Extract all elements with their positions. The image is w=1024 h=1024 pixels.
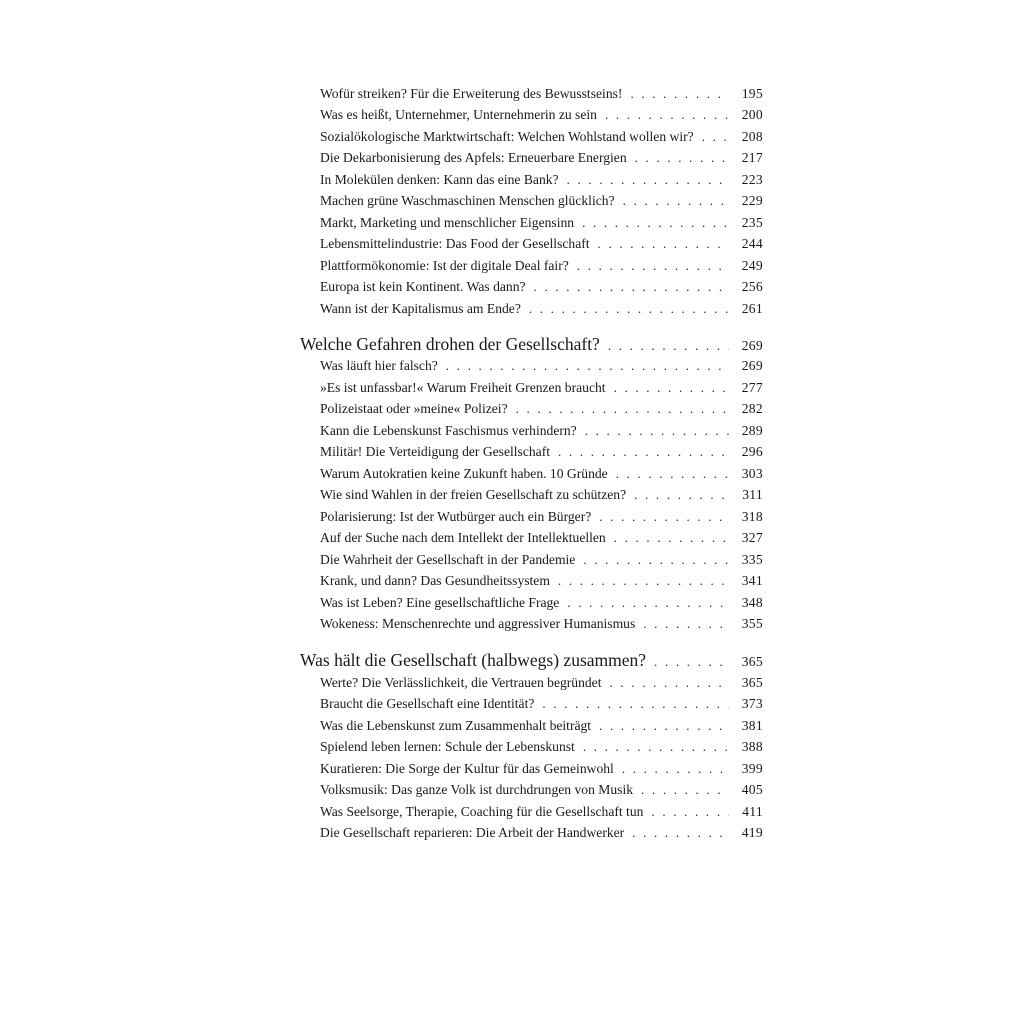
- toc-entry-page: 411: [742, 804, 763, 819]
- toc-entry-page: 355: [741, 616, 763, 631]
- dot-leader: [623, 193, 729, 209]
- dot-leader: [582, 215, 729, 231]
- toc-entry-title: Sozialökologische Marktwirtschaft: Welchen Wohlstand wollen wir?: [320, 129, 694, 144]
- toc-entry: [320, 466, 763, 488]
- toc-entry-title: Kann die Lebenskunst Faschismus verhindern?: [320, 423, 577, 438]
- toc-entry-title: »Es ist unfassbar!« Warum Freiheit Grenzen braucht: [320, 380, 606, 395]
- toc-entry-page: 348: [741, 595, 763, 610]
- dot-leader: [599, 509, 729, 525]
- toc-entry-title: Werte? Die Verlässlichkeit, die Vertrauen begründet: [320, 675, 602, 690]
- toc-entry: [320, 86, 763, 108]
- toc-entry-title: Europa ist kein Kontinent. Was dann?: [320, 279, 526, 294]
- toc-entry: [320, 444, 763, 466]
- dot-leader: [605, 107, 729, 123]
- toc-entry: [320, 107, 763, 129]
- toc-heading-title: Welche Gefahren drohen der Gesellschaft?: [300, 334, 600, 354]
- dot-leader: [610, 675, 730, 691]
- toc-entry-page: 200: [741, 107, 763, 122]
- toc-entry: [320, 487, 763, 509]
- toc-entry-title: Plattformökonomie: Ist der digitale Deal fair?: [320, 258, 569, 273]
- dot-leader: [702, 129, 729, 145]
- dot-leader: [616, 466, 729, 482]
- dot-leader: [534, 279, 729, 295]
- toc-entry: [320, 718, 763, 740]
- toc-entry-page: 388: [741, 739, 763, 754]
- toc-entry-title: Wofür streiken? Für die Erweiterung des Bewusstseins!: [320, 86, 623, 101]
- toc-entry-title: Militär! Die Verteidigung der Gesellschaft: [320, 444, 551, 459]
- toc-entry: [320, 236, 763, 258]
- toc-entry: [320, 675, 763, 697]
- toc-entry-title: Spielend leben lernen: Schule der Lebenskunst: [320, 739, 575, 754]
- toc-entry: [320, 573, 763, 595]
- toc-entry-page: 195: [741, 86, 763, 101]
- toc-entry-page: 311: [742, 487, 763, 502]
- toc-entry: [320, 172, 763, 194]
- dot-leader: [583, 552, 729, 568]
- toc-entry: [320, 782, 763, 804]
- toc-entry-page: 335: [741, 552, 763, 567]
- dot-leader: [585, 423, 729, 439]
- toc-entry-page: 303: [741, 466, 763, 481]
- dot-leader: [614, 530, 729, 546]
- dot-leader: [542, 696, 729, 712]
- toc-entry-page: 282: [741, 401, 763, 416]
- dot-leader: [577, 258, 729, 274]
- toc-entry-title: Wann ist der Kapitalismus am Ende?: [320, 301, 521, 316]
- dot-leader: [599, 718, 729, 734]
- toc-heading-title: Was hält die Gesellschaft (halbwegs) zusammen?: [300, 650, 647, 670]
- toc-entry-title: In Molekülen denken: Kann das eine Bank?: [320, 172, 559, 187]
- toc-entry: [320, 129, 763, 151]
- toc-entry-page: 419: [741, 825, 763, 840]
- toc-entry: [320, 215, 763, 237]
- toc-entry-title: Markt, Marketing und menschlicher Eigensinn: [320, 215, 575, 230]
- toc-entry-page: 235: [741, 215, 763, 230]
- toc-entry-page: 399: [741, 761, 763, 776]
- toc-entry: [320, 423, 763, 445]
- dot-leader: [641, 782, 729, 798]
- dot-leader: [614, 380, 729, 396]
- toc-entry: [320, 825, 763, 847]
- toc-entry-page: 381: [741, 718, 763, 733]
- toc-entry: [320, 401, 763, 423]
- toc-entry-page: 277: [741, 380, 763, 395]
- toc-entry-page: 289: [741, 423, 763, 438]
- dot-leader: [651, 804, 729, 820]
- dot-leader: [529, 301, 729, 317]
- toc-entry-page: 229: [741, 193, 763, 208]
- toc-entry-page: 217: [741, 150, 763, 165]
- dot-leader: [516, 401, 729, 417]
- toc-entry: [320, 530, 763, 552]
- toc-section-heading: [300, 334, 763, 360]
- dot-leader: [598, 236, 729, 252]
- toc-entry: [320, 739, 763, 761]
- toc-entry-title: Was Seelsorge, Therapie, Coaching für die Gesellschaft tun: [320, 804, 644, 819]
- toc-entry-title: Was es heißt, Unternehmer, Unternehmerin zu sein: [320, 107, 597, 122]
- dot-leader: [654, 654, 729, 670]
- toc-entry-title: Polizeistaat oder »meine« Polizei?: [320, 401, 508, 416]
- toc-entry: [320, 358, 763, 380]
- dot-leader: [634, 487, 729, 503]
- toc-entry-page: 296: [741, 444, 763, 459]
- toc-entry-title: Kuratieren: Die Sorge der Kultur für das Gemeinwohl: [320, 761, 614, 776]
- toc-entry: [320, 279, 763, 301]
- toc-heading-page: 365: [741, 654, 763, 669]
- toc-entry-title: Wokeness: Menschenrechte und aggressiver Humanismus: [320, 616, 636, 631]
- toc-entry: [320, 193, 763, 215]
- dot-leader: [632, 825, 729, 841]
- toc-entry-title: Was ist Leben? Eine gesellschaftliche Frage: [320, 595, 560, 610]
- toc-entry-title: Was die Lebenskunst zum Zusammenhalt beiträgt: [320, 718, 592, 733]
- dot-leader: [643, 616, 729, 632]
- toc-entry-title: Krank, und dann? Das Gesundheitssystem: [320, 573, 550, 588]
- dot-leader: [622, 761, 729, 777]
- toc-entry-title: Volksmusik: Das ganze Volk ist durchdrungen von Musik: [320, 782, 634, 797]
- toc-entry-title: Auf der Suche nach dem Intellekt der Intellektuellen: [320, 530, 606, 545]
- toc-entry-title: Warum Autokratien keine Zukunft haben. 10 Gründe: [320, 466, 608, 481]
- dot-leader: [567, 595, 729, 611]
- toc-entry-page: 261: [741, 301, 763, 316]
- toc-entry-title: Wie sind Wahlen in der freien Gesellschaft zu schützen?: [320, 487, 627, 502]
- toc-entry-page: 341: [741, 573, 763, 588]
- toc-entry: [320, 804, 763, 826]
- toc-entry: [320, 301, 763, 323]
- toc-entry: [320, 761, 763, 783]
- dot-leader: [558, 573, 729, 589]
- dot-leader: [567, 172, 729, 188]
- toc-entry-page: 365: [741, 675, 763, 690]
- toc-entry-title: Was läuft hier falsch?: [320, 358, 438, 373]
- dot-leader: [583, 739, 729, 755]
- toc-entry-page: 223: [741, 172, 763, 187]
- toc-entry: [320, 616, 763, 638]
- toc-entry-title: Braucht die Gesellschaft eine Identität?: [320, 696, 535, 711]
- toc-entry: [320, 696, 763, 718]
- toc-entry-page: 327: [741, 530, 763, 545]
- toc-entry-title: Machen grüne Waschmaschinen Menschen glücklich?: [320, 193, 615, 208]
- dot-leader: [608, 338, 729, 354]
- toc-entry: [320, 380, 763, 402]
- toc-entry-page: 244: [741, 236, 763, 251]
- dot-leader: [635, 150, 729, 166]
- toc-entry-title: Lebensmittelindustrie: Das Food der Gesellschaft: [320, 236, 590, 251]
- toc-entry-title: Die Wahrheit der Gesellschaft in der Pandemie: [320, 552, 576, 567]
- toc-entry-page: 249: [741, 258, 763, 273]
- dot-leader: [558, 444, 729, 460]
- dot-leader: [446, 358, 729, 374]
- toc-entry: [320, 552, 763, 574]
- toc-entry-title: Polarisierung: Ist der Wutbürger auch ein Bürger?: [320, 509, 592, 524]
- toc-entry-page: 269: [741, 358, 763, 373]
- toc-entry-page: 208: [741, 129, 763, 144]
- toc-entry: [320, 150, 763, 172]
- toc-entry-title: Die Gesellschaft reparieren: Die Arbeit der Handwerker: [320, 825, 625, 840]
- toc-section-heading: [300, 650, 763, 676]
- toc-entry: [320, 595, 763, 617]
- toc-entry: [320, 258, 763, 280]
- toc-entry-page: 256: [741, 279, 763, 294]
- dot-leader: [630, 86, 729, 102]
- toc-entry-page: 373: [741, 696, 763, 711]
- toc-entry-page: 405: [741, 782, 763, 797]
- toc-entry: [320, 509, 763, 531]
- toc-entry-page: 318: [741, 509, 763, 524]
- toc-entry-title: Die Dekarbonisierung des Apfels: Erneuerbare Energien: [320, 150, 627, 165]
- toc-heading-page: 269: [741, 338, 763, 353]
